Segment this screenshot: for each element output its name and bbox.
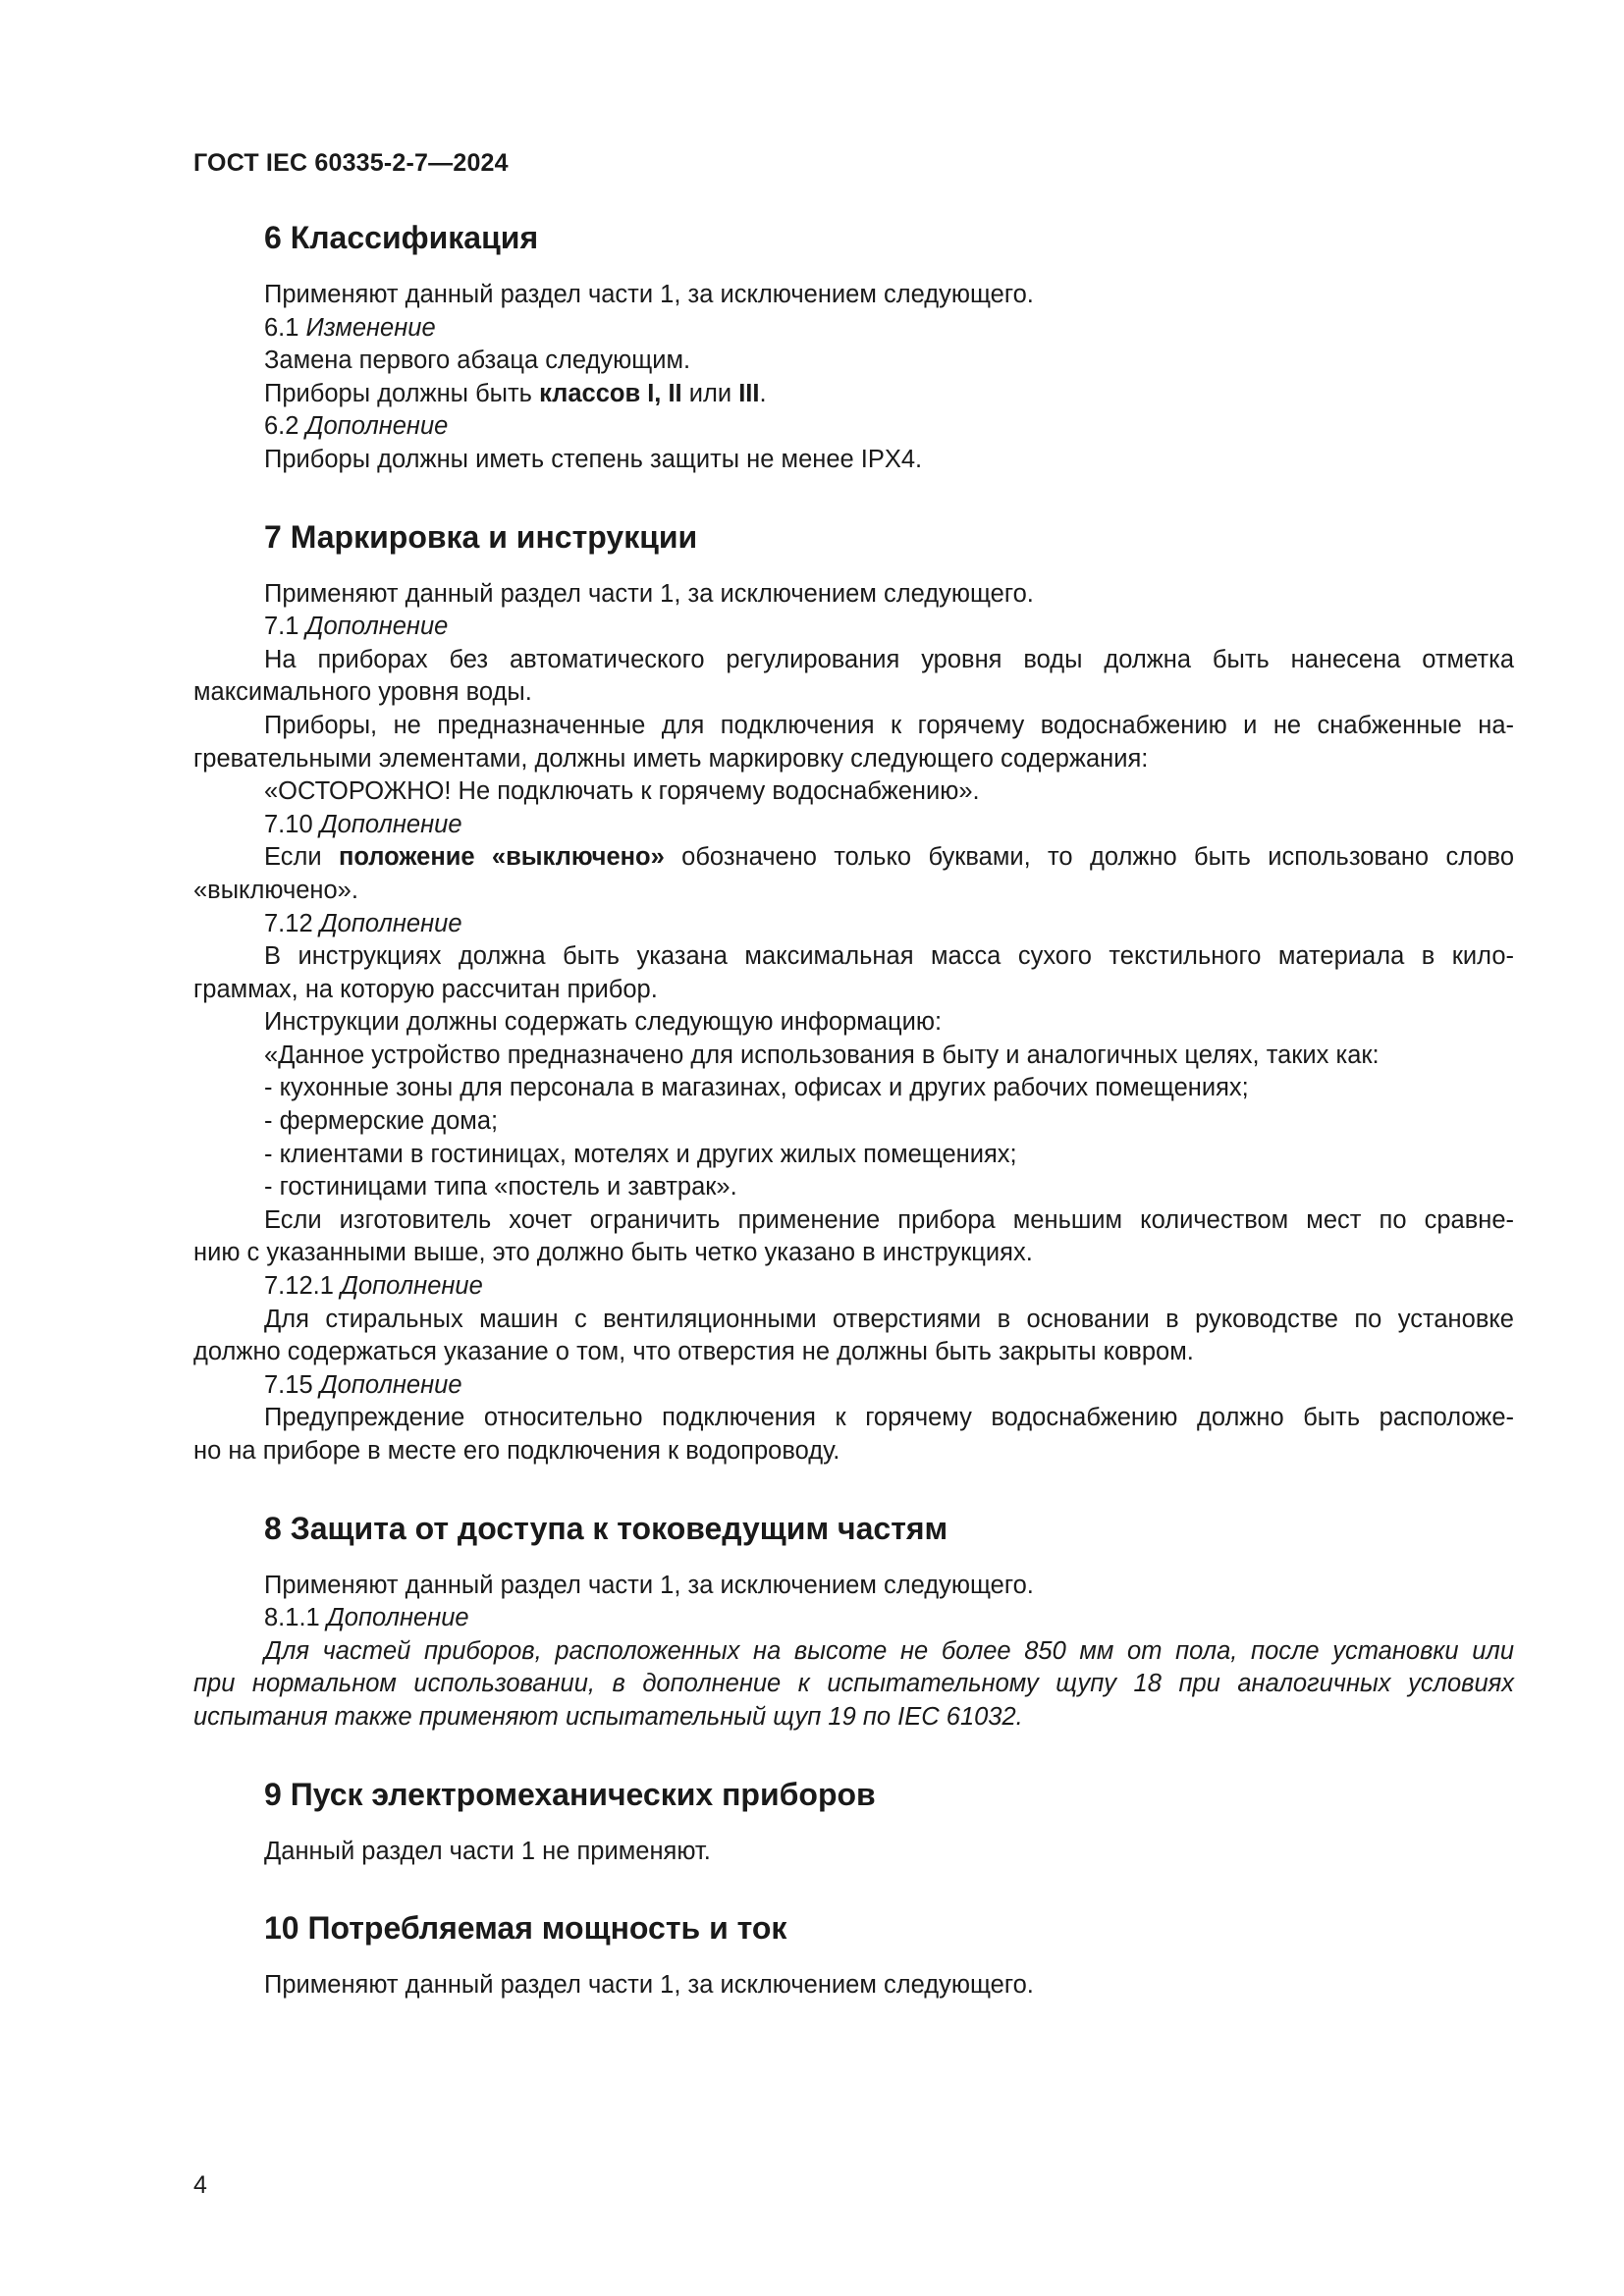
bold-text: положение «выключено» xyxy=(338,843,665,872)
paragraph xyxy=(193,312,1514,346)
text-line xyxy=(193,1369,1514,1403)
paragraph xyxy=(193,809,1514,842)
section-heading: 8 Защита от доступа к токоведущим частям xyxy=(264,1510,948,1546)
text-run: 6.2 xyxy=(264,412,306,441)
italic-text: Дополнение xyxy=(319,1370,462,1399)
text-line: но на приборе в месте его подключения к водопроводу. xyxy=(193,1437,840,1465)
text-line: при нормальном использовании, в дополнение к испытательному щупу 18 при аналогичных условиях xyxy=(193,1670,1514,1698)
paragraph xyxy=(193,1635,1514,1735)
paragraph xyxy=(193,345,1514,378)
text-line: - фермерские дома; xyxy=(264,1107,499,1136)
text-run: 7.12.1 xyxy=(264,1272,341,1301)
text-line: граммах, на которую рассчитан прибор. xyxy=(193,975,658,1003)
document-body xyxy=(193,218,1514,2002)
paragraph xyxy=(193,1836,1514,1869)
paragraph xyxy=(193,710,1514,775)
italic-text: Дополнение xyxy=(340,1272,483,1301)
text-line: Для частей приборов, расположенных на высоте не более 850 мм от пола, после установки или xyxy=(264,1636,1514,1665)
bold-text: классов I, II xyxy=(539,379,682,407)
paragraph xyxy=(193,841,1514,907)
text-line: Применяют данный раздел части 1, за исключением следующего. xyxy=(264,1971,1034,2000)
text-line xyxy=(193,809,1514,842)
text-line: Для стиральных машин с вентиляционными отверстиями в основании в руководстве по установке xyxy=(264,1305,1514,1333)
text-run: 8.1.1 xyxy=(264,1604,327,1632)
text-line xyxy=(193,1602,1514,1635)
italic-text: Дополнение xyxy=(326,1604,469,1632)
paragraph xyxy=(193,444,1514,477)
section xyxy=(193,1775,1514,1869)
text-run: Приборы должны быть xyxy=(264,379,540,407)
paragraph xyxy=(193,410,1514,444)
section-heading: 6 Классификация xyxy=(264,220,539,255)
section xyxy=(193,1509,1514,1735)
text-line: Если изготовитель хочет ограничить применение прибора меньшим количеством мест по сравне- xyxy=(264,1205,1514,1234)
paragraph xyxy=(193,940,1514,1006)
text-line: гревательными элементами, должны иметь маркировку следующего содержания: xyxy=(193,744,1149,773)
paragraph xyxy=(193,644,1514,710)
text-line xyxy=(193,611,1514,644)
text-line: испытания также применяют испытательный щуп 19 по IEC 61032. xyxy=(193,1702,1023,1731)
text-line: Применяют данный раздел части 1, за исключением следующего. xyxy=(264,1571,1034,1599)
text-run: Если xyxy=(264,843,339,872)
section-heading: 9 Пуск электромеханических приборов xyxy=(264,1776,876,1812)
paragraph xyxy=(193,1402,1514,1468)
paragraph xyxy=(193,1304,1514,1369)
paragraph xyxy=(193,775,1514,809)
section-heading: 10 Потребляемая мощность и ток xyxy=(264,1910,787,1947)
text-line: В инструкциях должна быть указана максимальная масса сухого текстильного материала в кило- xyxy=(264,942,1514,971)
text-line xyxy=(193,841,1514,875)
paragraph xyxy=(193,1570,1514,1603)
text-line: Приборы должны иметь степень защиты не менее IPX4. xyxy=(264,445,923,473)
text-line xyxy=(193,1270,1514,1304)
text-line: «выключено». xyxy=(193,876,358,904)
paragraph xyxy=(193,1270,1514,1304)
page-number: 4 xyxy=(193,2171,207,2199)
text-line: Предупреждение относительно подключения к горячему водоснабжению должно быть расположе- xyxy=(264,1404,1514,1432)
paragraph xyxy=(193,1369,1514,1403)
text-line: Инструкции должны содержать следующую информацию: xyxy=(264,1008,943,1037)
paragraph xyxy=(193,1171,1514,1204)
text-run: . xyxy=(759,379,767,407)
text-line xyxy=(193,908,1514,941)
paragraph xyxy=(193,611,1514,644)
document-code-header: ГОСТ IEC 60335-2-7—2024 xyxy=(193,149,509,177)
italic-text: Дополнение xyxy=(305,613,449,641)
italic-text: Дополнение xyxy=(319,810,462,838)
text-run: или xyxy=(681,379,739,407)
section-heading: 7 Маркировка и инструкции xyxy=(264,518,698,555)
text-line xyxy=(193,312,1514,346)
text-line: Приборы, не предназначенные для подключения к горячему водоснабжению и не снабженные на- xyxy=(264,711,1514,739)
text-line: «Данное устройство предназначено для использования в быту и аналогичных целях, таких как: xyxy=(264,1041,1380,1069)
text-run: обозначено только буквами, то должно быть использовано слово xyxy=(664,843,1515,872)
text-line: Применяют данный раздел части 1, за исключением следующего. xyxy=(264,281,1034,308)
section xyxy=(193,1908,1514,2002)
paragraph xyxy=(193,578,1514,612)
text-line xyxy=(193,378,1514,411)
text-line: - гостиницами типа «постель и завтрак». xyxy=(264,1173,737,1201)
text-line: На приборах без автоматического регулирования уровня воды должна быть нанесена отметка xyxy=(264,645,1514,673)
paragraph xyxy=(193,1105,1514,1139)
text-line: «ОСТОРОЖНО! Не подключать к горячему водоснабжению». xyxy=(264,777,980,806)
text-line: Применяют данный раздел части 1, за исключением следующего. xyxy=(264,579,1034,608)
text-line: - кухонные зоны для персонала в магазинах, офисах и других рабочих помещениях; xyxy=(264,1074,1249,1102)
paragraph xyxy=(193,1139,1514,1172)
italic-text: Изменение xyxy=(305,313,436,342)
paragraph xyxy=(193,908,1514,941)
text-line: Данный раздел части 1 не применяют. xyxy=(264,1837,711,1865)
paragraph xyxy=(193,1072,1514,1105)
paragraph xyxy=(193,1969,1514,2002)
text-line: должно содержаться указание о том, что отверстия не должны быть закрыты ковром. xyxy=(193,1338,1194,1366)
text-run: 6.1 xyxy=(264,313,306,342)
paragraph xyxy=(193,378,1514,411)
text-run: 7.1 xyxy=(264,613,306,641)
paragraph xyxy=(193,279,1514,312)
text-run: 7.10 xyxy=(264,810,320,838)
text-run: 7.15 xyxy=(264,1370,320,1399)
text-line: Замена первого абзаца следующим. xyxy=(264,347,691,375)
text-line: - клиентами в гостиницах, мотелях и других жилых помещениях; xyxy=(264,1140,1017,1168)
paragraph xyxy=(193,1006,1514,1040)
text-line xyxy=(193,410,1514,444)
paragraph xyxy=(193,1040,1514,1073)
paragraph xyxy=(193,1204,1514,1270)
paragraph xyxy=(193,1602,1514,1635)
text-run: 7.12 xyxy=(264,909,320,937)
text-line: максимального уровня воды. xyxy=(193,678,532,707)
bold-text: III xyxy=(738,379,760,407)
text-line: нию с указанными выше, это должно быть четко указано в инструкциях. xyxy=(193,1239,1033,1267)
italic-text: Дополнение xyxy=(319,909,462,937)
section xyxy=(193,218,1514,477)
italic-text: Дополнение xyxy=(305,412,449,441)
section xyxy=(193,517,1514,1468)
